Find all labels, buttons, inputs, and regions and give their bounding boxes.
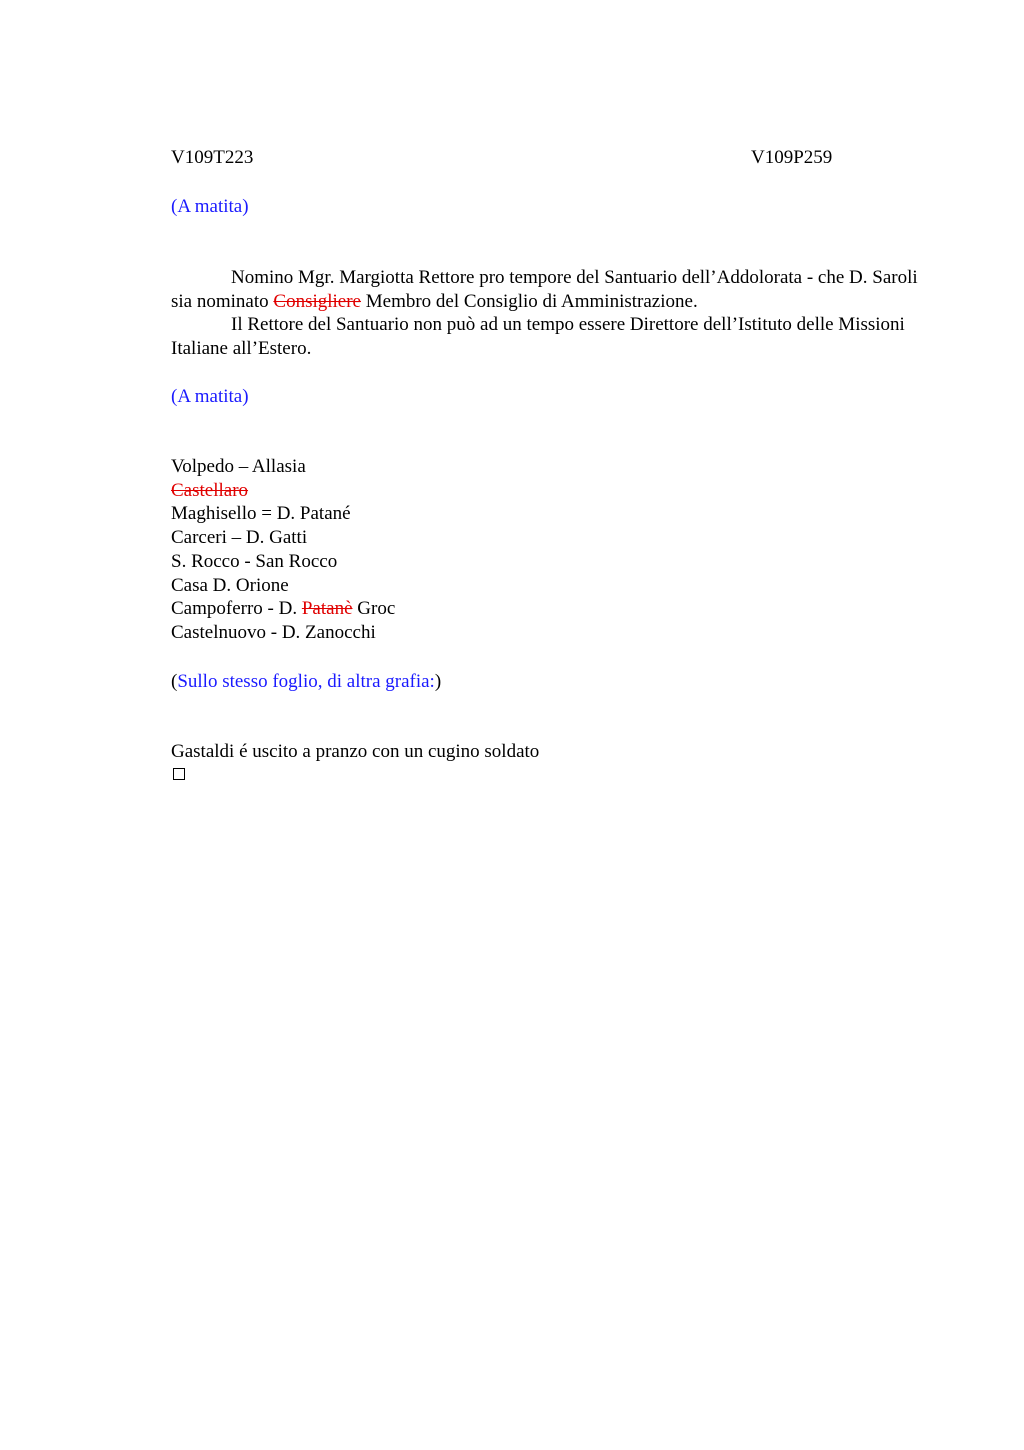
list-item: S. Rocco - San Rocco xyxy=(171,550,338,572)
handwriting-note-text: Sullo stesso foglio, di altra grafia: xyxy=(177,671,435,692)
struck-word-patane: Patanè xyxy=(301,598,353,620)
list-item xyxy=(171,597,395,621)
list-item: Casa D. Orione xyxy=(171,574,289,596)
final-line: Gastaldi é uscito a pranzo con un cugino soldato xyxy=(171,741,540,762)
paren-close: ) xyxy=(434,671,442,692)
pencil-note-1: (A matita) xyxy=(171,196,249,217)
list-item-struck: Castellaro xyxy=(171,479,249,501)
struck-word-consigliere: Consigliere xyxy=(273,291,361,312)
list-item: Volpedo – Allasia xyxy=(171,456,306,477)
list-item-text-end: Groc xyxy=(352,598,396,620)
paragraph-1-text-end: Membro del Consiglio di Amministrazione. xyxy=(361,291,698,312)
handwriting-note xyxy=(171,670,441,694)
list-item: Castelnuovo - D. Zanocchi xyxy=(171,621,376,643)
header-right-code: V109P259 xyxy=(751,147,833,168)
paragraph-1 xyxy=(171,266,931,314)
paragraph-2-text: Il Rettore del Santuario non può ad un tempo essere Direttore dell’Istituto delle Missioni Italiane all’Estero. xyxy=(171,314,905,359)
list-item: Carceri – D. Gatti xyxy=(171,527,308,549)
empty-box-icon xyxy=(173,768,185,780)
paragraph-2 xyxy=(171,313,931,361)
assignment-list xyxy=(171,455,395,645)
paren-open: ( xyxy=(171,671,178,692)
header-left-code: V109T223 xyxy=(171,147,254,168)
pencil-note-2: (A matita) xyxy=(171,386,249,407)
list-item-text: Campoferro - D. xyxy=(171,598,302,620)
list-item: Maghisello = D. Patané xyxy=(171,503,351,525)
paragraph-1-text: Nomino Mgr. Margiotta Rettore pro tempore del Santuario dell’Addolorata - che D. Saroli sia nominato xyxy=(171,267,918,312)
